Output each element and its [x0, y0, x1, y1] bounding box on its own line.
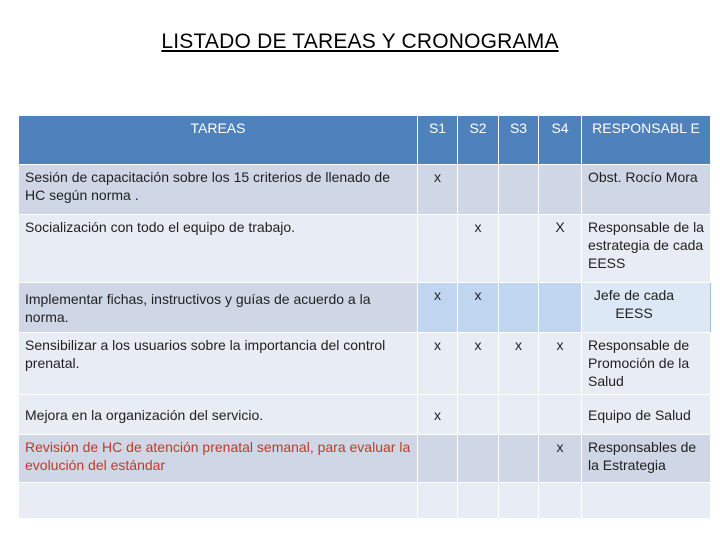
responsible-cell: Responsable de Promoción de la Salud [582, 333, 711, 395]
s4-cell: x [539, 435, 582, 483]
header-s3: S3 [499, 116, 539, 165]
s1-cell [418, 483, 458, 519]
table-row [19, 395, 711, 435]
s4-cell [539, 395, 582, 435]
s1-cell: x [418, 395, 458, 435]
table-row [19, 483, 711, 519]
s1-cell [418, 215, 458, 283]
table-row [19, 435, 711, 483]
s3-cell [499, 165, 539, 215]
s3-cell [499, 283, 539, 333]
table-row [19, 333, 711, 395]
header-s4: S4 [539, 116, 582, 165]
task-cell: Sesión de capacitación sobre los 15 criterios de llenado de HC según norma . [19, 165, 418, 215]
s2-cell: x [458, 283, 499, 333]
table-row [19, 283, 711, 333]
s2-cell [458, 165, 499, 215]
page-title: LISTADO DE TAREAS Y CRONOGRAMA [161, 30, 559, 53]
task-cell [19, 483, 418, 519]
s1-cell: x [418, 165, 458, 215]
s2-cell [458, 483, 499, 519]
schedule-table [18, 115, 711, 519]
s2-cell [458, 395, 499, 435]
s1-cell: x [418, 283, 458, 333]
s4-cell [539, 283, 582, 333]
s4-cell [539, 165, 582, 215]
s3-cell [499, 483, 539, 519]
s4-cell [539, 483, 582, 519]
table-row [19, 165, 711, 215]
s1-cell: x [418, 333, 458, 395]
responsible-cell: Responsables de la Estrategia [582, 435, 711, 483]
s3-cell: x [499, 333, 539, 395]
responsible-cell [582, 483, 711, 519]
s1-cell [418, 435, 458, 483]
task-cell: Implementar fichas, instructivos y guías de acuerdo a la norma. [19, 283, 418, 333]
responsible-cell: Obst. Rocío Mora [582, 165, 711, 215]
s2-cell: x [458, 333, 499, 395]
s2-cell: x [458, 215, 499, 283]
s3-cell [499, 435, 539, 483]
header-responsable: RESPONSABL E [582, 116, 711, 165]
table-header-row [19, 116, 711, 165]
table-row [19, 215, 711, 283]
s4-cell: X [539, 215, 582, 283]
header-tareas: TAREAS [19, 116, 418, 165]
s2-cell [458, 435, 499, 483]
s3-cell [499, 215, 539, 283]
task-cell: Revisión de HC de atención prenatal semanal, para evaluar la evolución del estándar [19, 435, 418, 483]
responsible-cell: Responsable de la estrategia de cada EESS [582, 215, 711, 283]
responsible-cell: Jefe de cada EESS [582, 283, 711, 333]
task-cell: Sensibilizar a los usuarios sobre la importancia del control prenatal. [19, 333, 418, 395]
header-s1: S1 [418, 116, 458, 165]
task-cell: Socialización con todo el equipo de trabajo. [19, 215, 418, 283]
header-s2: S2 [458, 116, 499, 165]
task-cell: Mejora en la organización del servicio. [19, 395, 418, 435]
s4-cell: x [539, 333, 582, 395]
responsible-cell: Equipo de Salud [582, 395, 711, 435]
s3-cell [499, 395, 539, 435]
